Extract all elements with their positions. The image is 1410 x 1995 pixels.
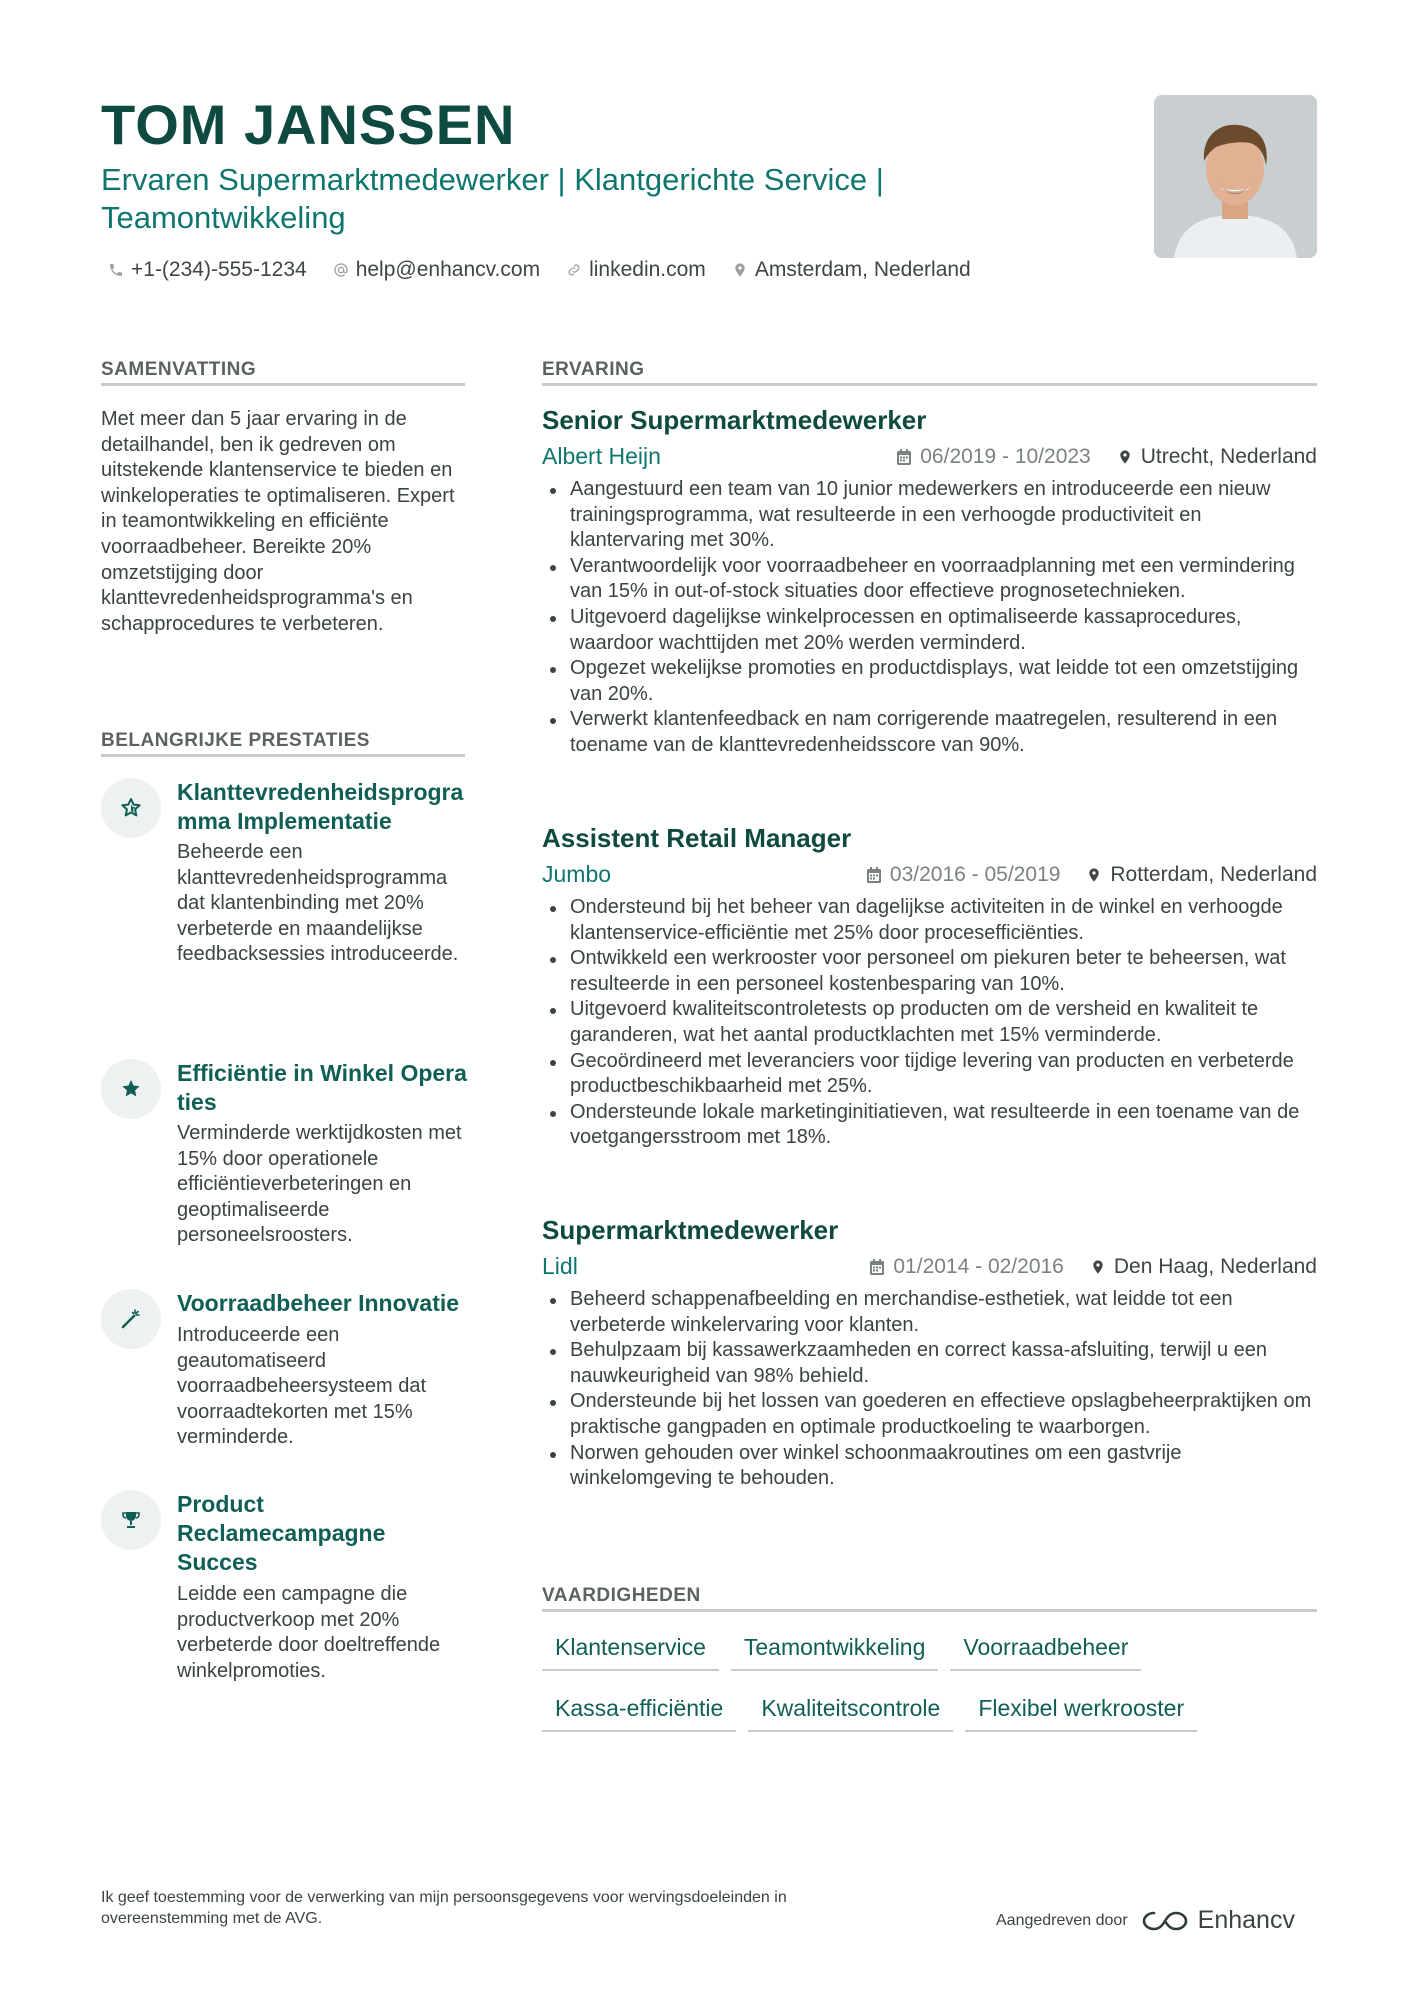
phone-icon [108,262,124,278]
calendar-icon [869,1258,885,1276]
section-title-experience: ERVARING [542,359,645,380]
job-location [1086,863,1317,887]
achievement-description: Introduceerde een geautomatiseerd voorraadbeheersysteem dat voorraadtekorten met 15% verminderde. [177,1324,427,1449]
star-outline-icon [119,796,143,820]
achievement-icon-circle [101,1490,161,1550]
contact-phone [108,258,307,282]
section-title-skills: VAARDIGHEDEN [542,1585,701,1606]
skills-row [542,1634,1317,1671]
contact-location [732,258,971,282]
achievement-title: Klanttevredenheidsprogramma Implementatie [177,779,464,834]
job-company: Jumbo [542,861,612,887]
at-icon [333,262,349,278]
section-title-summary: SAMENVATTING [101,359,257,380]
powered-by-label: Aangedreven door [996,1911,1128,1929]
job-location-text: Utrecht, Nederland [1140,445,1317,468]
achievement-description: Beheerde een klanttevredenheidsprogramma dat klantenbinding met 20% verbeterde en maandelijkse feedbacksessies introduceerde. [177,841,459,966]
job-dates [869,1255,1063,1279]
location-pin-icon [1117,448,1133,466]
job-bullet: Verantwoordelijk voor voorraadbeheer en voorraadplanning met een vermindering van 15% in out-of-stock situaties door effectieve prognosetechnieken. [542,554,1317,605]
job-meta [869,1255,1317,1279]
candidate-headline: Ervaren Supermarktmedewerker | Klantgerichte Service | Teamontwikkeling [101,162,884,235]
job-bullet: Norwen gehouden over winkel schoonmaakroutines om een gastvrije winkelomgeving te behouden. [542,1441,1317,1492]
achievement-icon-circle [101,1059,161,1119]
brand-name: Enhancv [1197,1906,1295,1934]
enhancv-logo-icon [1142,1909,1188,1933]
calendar-icon [866,866,882,884]
skill-tag: Flexibel werkrooster [965,1695,1197,1732]
profile-photo [1154,95,1317,258]
skill-tag: Voorraadbeheer [950,1634,1141,1671]
location-pin-icon [732,262,748,278]
job-bullet: Aangestuurd een team van 10 junior medewerkers en introduceerde een nieuw trainingsprogramma, wat resulteerde in een verhoogde productiviteit en klantervaring met 30%. [542,477,1317,554]
job-dates [866,863,1060,887]
job-bullet: Ondersteund bij het beheer van dagelijkse activiteiten in de winkel en verhoogde klantenservice-efficiëntie met 25% door procesefficiënties. [542,895,1317,946]
achievement-title: Efficiëntie in Winkel Operaties [177,1060,467,1115]
location-text: Amsterdam, Nederland [754,258,971,281]
section-divider [101,383,465,386]
job-bullet: Behulpzaam bij kassawerkzaamheden en correct kassa-afsluiting, terwijl u een nauwkeurigheid van 98% behield. [542,1338,1317,1389]
achievement-icon-circle [101,778,161,838]
candidate-name: TOM JANSSEN [101,93,516,156]
phone-text: +1-(234)-555-1234 [131,258,307,281]
star-icon [119,1077,143,1101]
job-dates-text: 06/2019 - 10/2023 [920,445,1091,468]
person-photo-icon [1154,95,1317,258]
job-title: Assistent Retail Manager [542,823,852,853]
summary-text: Met meer dan 5 jaar ervaring in de detailhandel, ben ik gedreven om uitstekende klantenservice te bieden en winkeloperaties te optimaliseren. Expert in teamontwikkeling en efficiënte voorraadbeheer. Bereikte 20% omzetstijging door klanttevredenheidsprogramma's en schapprocedures te verbeteren. [101,408,455,635]
job-bullets [542,895,1317,1151]
achievement-description: Verminderde werktijdkosten met 15% door operationele efficiëntieverbeteringen en geoptimaliseerde personeelsroosters. [177,1122,462,1247]
brand-logo[interactable] [1142,1906,1295,1935]
location-pin-icon [1090,1258,1106,1276]
gdpr-consent: Ik geef toestemming voor de verwerking van mijn persoonsgegevens voor wervingsdoeleinden in overeenstemming met de AVG. [101,1889,787,1927]
job-bullet: Opgezet wekelijkse promoties en productdisplays, wat leidde tot een omzetstijging van 20%. [542,656,1317,707]
job-location [1117,445,1317,469]
job-location [1090,1255,1317,1279]
skill-tag: Kwaliteitscontrole [748,1695,953,1732]
achievement-title: Voorraadbeheer Innovatie [177,1290,460,1316]
email-text[interactable]: help@enhancv.com [355,258,541,281]
section-divider [542,1609,1317,1612]
job-company: Albert Heijn [542,443,661,469]
achievement-title: Product Reclamecampagne Succes [177,1491,386,1575]
job-title: Senior Supermarktmedewerker [542,405,927,435]
magic-wand-icon [119,1307,143,1331]
link-icon [566,262,582,278]
section-divider [542,383,1317,386]
trophy-icon [119,1508,143,1532]
job-bullet: Ontwikkeld een werkrooster voor personeel om piekuren beter te beheersen, wat resulteerde in een personeel kostenbesparing van 10%. [542,946,1317,997]
job-title: Supermarktmedewerker [542,1215,839,1245]
skill-tag: Teamontwikkeling [731,1634,939,1671]
job-dates-text: 03/2016 - 05/2019 [889,863,1061,886]
skill-tag: Klantenservice [542,1634,719,1671]
job-dates [896,445,1090,469]
skills-list [542,1634,1317,1756]
contact-email[interactable] [333,258,540,282]
job-bullets [542,477,1317,759]
job-bullet: Beheerd schappenafbeelding en merchandise-esthetiek, wat leidde tot een verbeterde winkelervaring voor klanten. [542,1287,1317,1338]
job-bullet: Gecoördineerd met leveranciers voor tijdige levering van producten en verbeterde productbeschikbaarheid met 25%. [542,1049,1317,1100]
job-bullet: Uitgevoerd dagelijkse winkelprocessen en optimaliseerde kassaprocedures, waardoor wachttijden met 20% werden verminderd. [542,605,1317,656]
skill-tag: Kassa-efficiëntie [542,1695,736,1732]
job-meta [866,863,1317,887]
powered-by [996,1906,1295,1935]
section-divider [101,754,465,757]
job-bullet: Ondersteunde lokale marketinginitiatieven, wat resulteerde in een toename van de voetgangersstroom met 18%. [542,1100,1317,1151]
contact-bar [108,258,971,282]
skills-row [542,1695,1317,1732]
linkedin-text[interactable]: linkedin.com [589,258,706,281]
job-location-text: Den Haag, Nederland [1113,1255,1317,1278]
job-bullet: Uitgevoerd kwaliteitscontroletests op producten om de versheid en kwaliteit te garanderen, wat het aantal productklachten met 15% verminderde. [542,997,1317,1048]
job-bullet: Verwerkt klantenfeedback en nam corrigerende maatregelen, resulterend in een toename van de klanttevredenheidsscore van 90%. [542,707,1317,758]
contact-linkedin[interactable] [566,258,706,282]
job-bullet: Ondersteunde bij het lossen van goederen en effectieve opslagbeheerpraktijken om praktische gangpaden en optimale productkoeling te waarborgen. [542,1389,1317,1440]
job-company: Lidl [542,1253,578,1279]
section-title-achievements: BELANGRIJKE PRESTATIES [101,730,370,751]
job-bullets [542,1287,1317,1492]
achievement-description: Leidde een campagne die productverkoop met 20% verbeterde door doeltreffende winkelpromoties. [177,1583,441,1682]
location-pin-icon [1086,866,1102,884]
job-meta [896,445,1317,469]
calendar-icon [896,448,912,466]
job-location-text: Rotterdam, Nederland [1110,863,1317,886]
job-dates-text: 01/2014 - 02/2016 [893,1255,1064,1278]
achievement-icon-circle [101,1289,161,1349]
